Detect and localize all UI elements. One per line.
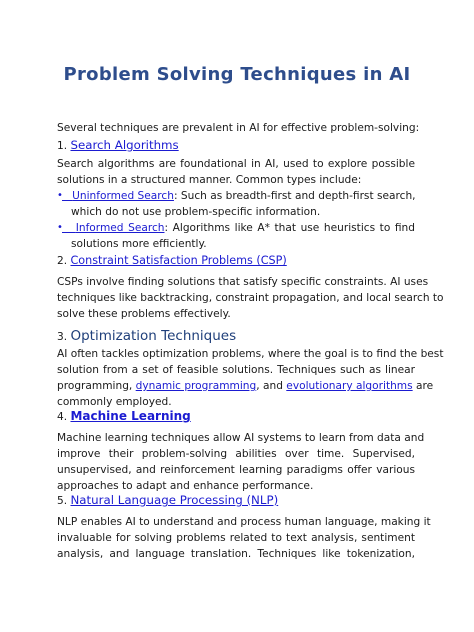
bullet-continuation: solutions more efficiently. (71, 238, 207, 250)
paragraph-line: commonly employed. (57, 396, 172, 408)
search-algorithms-link[interactable]: Search Algorithms (70, 138, 179, 152)
section-2-heading (57, 254, 287, 267)
optimization-techniques-heading: Optimization Techniques (70, 328, 237, 344)
section-number: 1. (57, 140, 68, 152)
paragraph-line: CSPs involve finding solutions that satisfy specific constraints. AI uses (57, 276, 429, 288)
dynamic-programming-link[interactable]: dynamic programming (135, 380, 257, 392)
section-number: 3. (57, 331, 68, 343)
csp-link[interactable]: Constraint Satisfaction Problems (CSP) (70, 254, 287, 267)
paragraph-line: techniques like backtracking, constraint propagation, and local search to (57, 292, 444, 304)
paragraph-line: analysis, and language translation. Techniques like tokenization, (57, 548, 415, 560)
section-number: 2. (57, 255, 68, 267)
paragraph-line: solve these problems effectively. (57, 308, 231, 320)
intro-text: Several techniques are prevalent in AI for effective problem-solving: (57, 122, 420, 134)
page-title: Problem Solving Techniques in AI (63, 64, 411, 85)
section-4-heading (57, 409, 191, 423)
section-1-heading (57, 138, 179, 152)
machine-learning-link[interactable]: Machine Learning (70, 409, 191, 423)
informed-search-link[interactable]: Informed Search (75, 222, 165, 234)
bullet-icon: • (57, 222, 63, 233)
paragraph-line: AI often tackles optimization problems, where the goal is to find the best (57, 348, 444, 360)
bullet-item (62, 190, 415, 203)
paragraph-line: solution from a set of feasible solutions. Techniques such as linear (57, 364, 415, 376)
evolutionary-algorithms-link[interactable]: evolutionary algorithms (286, 380, 413, 392)
uninformed-search-link[interactable]: Uninformed Search (72, 190, 174, 202)
paragraph-line: programming, dynamic programming, and evolutionary algorithms are (57, 380, 434, 392)
paragraph-line: Machine learning techniques allow AI systems to learn from data and (57, 432, 425, 444)
section-5-heading (57, 493, 278, 507)
paragraph-line: unsupervised, and reinforcement learning paradigms offer various (57, 464, 415, 476)
section-3-heading (57, 328, 236, 344)
paragraph-line: approaches to adapt and enhance performance. (57, 480, 314, 492)
paragraph-line: NLP enables AI to understand and process human language, making it (57, 516, 431, 528)
paragraph-line: Search algorithms are foundational in AI, used to explore possible (57, 158, 415, 170)
bullet-item (62, 222, 415, 235)
section-number: 5. (57, 495, 68, 507)
bullet-text: : Such as breadth-first and depth-first search, (173, 190, 416, 202)
nlp-link[interactable]: Natural Language Processing (NLP) (70, 493, 279, 507)
paragraph-line: solutions in a structured manner. Common types include: (57, 174, 362, 186)
paragraph-line: invaluable for solving problems related to text analysis, sentiment (57, 532, 415, 544)
bullet-icon: • (57, 190, 63, 201)
bullet-text: : Algorithms like A* that use heuristics to find (164, 222, 415, 234)
bullet-continuation: which do not use problem-specific information. (71, 206, 321, 218)
paragraph-line: improve their problem-solving abilities over time. Supervised, (57, 448, 415, 460)
section-number: 4. (57, 411, 68, 423)
